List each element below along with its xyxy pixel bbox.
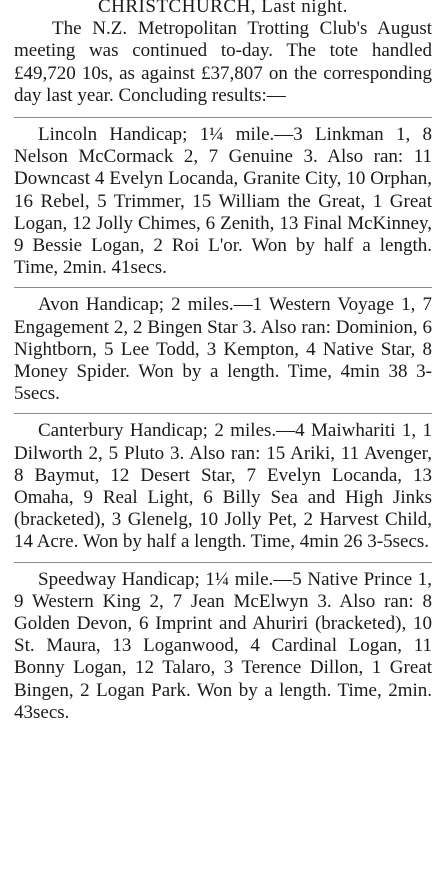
section-divider: [14, 117, 432, 118]
intro-paragraph: The N.Z. Metropolitan Trotting Club's August meeting was continued to-day. The tote handled £49,720 10s, as against £37,807 on the corresponding day last year. Concluding results:—: [14, 18, 432, 106]
dateline: CHRISTCHURCH, Last night.: [97, 0, 349, 17]
race-result-speedway-handicap: Speedway Handicap; 1¼ mile.—5 Native Prince 1, 9 Western King 2, 7 Jean McElwyn 3. Also ran: 8 Golden Devon, 6 Imprint and Ahuriri (bracketed), 10 St. Maura, 13 Loganwood, 4 Cardinal Logan, 11 Bonny Logan, 12 Talaro, 3 Terence Dillon, 1 Great Bingen, 2 Logan Park. Won by a length. Time, 2min. 43secs.: [14, 568, 432, 723]
race-result-lincoln-handicap: Lincoln Handicap; 1¼ mile.—3 Linkman 1, 8 Nelson McCormack 2, 7 Genuine 3. Also ran: 11 Downcast 4 Evelyn Locanda, Granite City, 10 Orphan, 16 Rebel, 5 Trimmer, 15 William the Great, 1 Great Logan, 12 Jolly Chimes, 6 Zenith, 13 Final McKinney, 9 Bessie Logan, 2 Roi L'or. Won by half a length. Time, 2min. 41secs.: [14, 124, 432, 279]
section-divider: [14, 287, 432, 288]
section-divider: [14, 562, 432, 563]
race-result-canterbury-handicap: Canterbury Handicap; 2 miles.—4 Maiwhariti 1, 1 Dilworth 2, 5 Pluto 3. Also ran: 15 Ariki, 11 Avenger, 8 Baymut, 12 Desert Star, 7 Evelyn Locanda, 13 Omaha, 9 Real Light, 6 Billy Sea and High Jinks (bracketed), 3 Glenelg, 10 Jolly Pet, 2 Harvest Child, 14 Acre. Won by half a length. Time, 4min 26 3-5secs.: [14, 420, 432, 553]
race-result-avon-handicap: Avon Handicap; 2 miles.—1 Western Voyage 1, 7 Engagement 2, 2 Bingen Star 3. Also ran: Dominion, 6 Nightborn, 5 Lee Todd, 3 Kempton, 4 Native Star, 8 Money Spider. Won by a length. Time, 4min 38 3-5secs.: [14, 294, 432, 405]
section-divider: [14, 413, 432, 414]
